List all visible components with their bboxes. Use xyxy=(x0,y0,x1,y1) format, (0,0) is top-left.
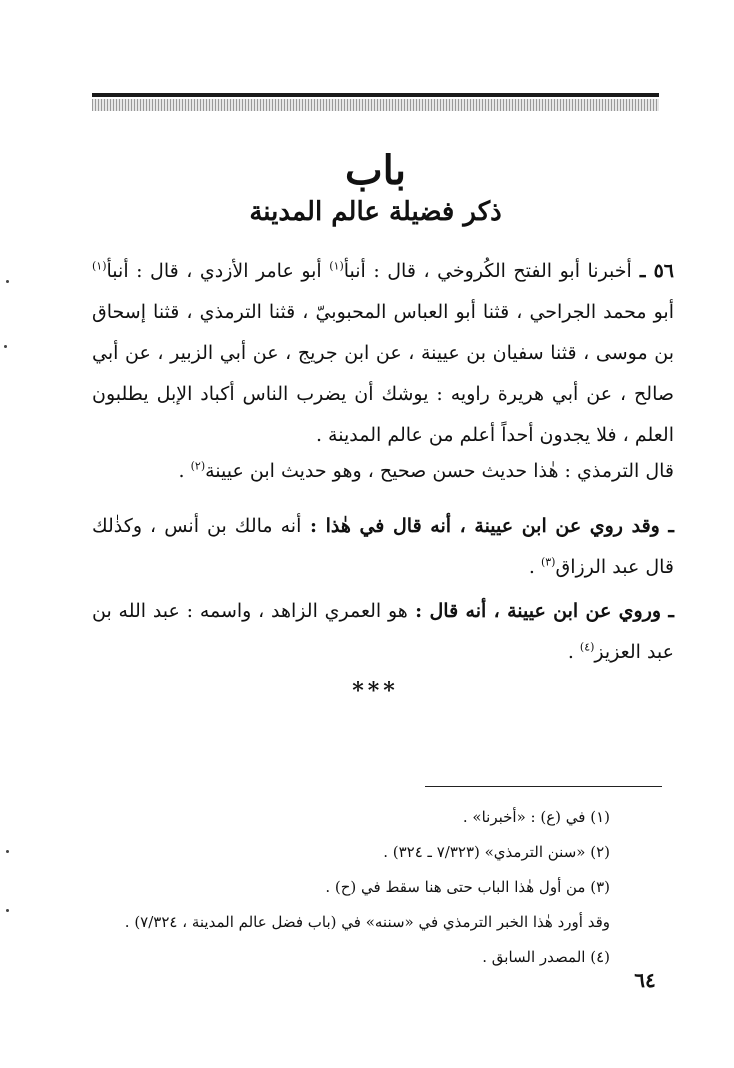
tirmidhi-paragraph xyxy=(92,451,674,492)
section-separator-stars: *** xyxy=(352,678,399,704)
hadith-paragraph xyxy=(92,251,674,456)
footnote-ref-1a: (١) xyxy=(329,259,344,273)
header-rule-hatched-band xyxy=(92,99,659,111)
scan-margin-mark xyxy=(6,850,9,853)
ibn-uyayna-1-rest: أنه مالك بن أنس ، وكذٰلك قال عبد الرزاق xyxy=(92,515,674,578)
scan-margin-mark xyxy=(4,345,7,348)
ibn-uyayna-2-lead: ـ وروي عن ابن عيينة ، أنه قال : xyxy=(407,600,674,622)
header-rule-thick-line xyxy=(92,93,659,97)
footnote-item: (٢) «سنن الترمذي» (٧/٣٢٣ ـ ٣٢٤) . xyxy=(383,843,610,861)
ibn-uyayna-1-end: . xyxy=(528,556,541,578)
footnote-item: وقد أورد هٰذا الخبر الترمذي في «سننه» في (باب فضل عالم المدينة ، ٧/٣٢٤) . xyxy=(124,913,610,931)
hadith-number: ٥٦ xyxy=(653,260,674,282)
header-rule xyxy=(92,93,659,113)
footnote-ref-1b: (١) xyxy=(92,259,107,273)
footnote-ref-3: (٣) xyxy=(540,555,556,569)
scan-margin-mark xyxy=(6,909,9,912)
ibn-uyayna-2-end: . xyxy=(567,641,580,663)
chapter-title: باب xyxy=(345,147,406,194)
ibn-uyayna-2-rest: هو العمري الزاهد ، واسمه : عبد الله بن عبد العزيز xyxy=(92,600,674,663)
hadith-text-part1: أخبرنا أبو الفتح الكُروخي ، قال : أنبأ xyxy=(343,260,632,282)
footnote-rule xyxy=(425,786,662,787)
hadith-text-part3: أبو محمد الجراحي ، قثنا أبو العباس المحبوبيّ ، قثنا الترمذي ، قثنا إسحاق بن موسى ، قثنا سفيان بن عيينة ، عن ابن جريج ، عن أبي الزبير ، عن أبي صالح ، عن أبي هريرة راويه : يوشك أن يضرب الناس أكباد الإبل يطلبون العلم ، فلا يجدون أحداً أعلم من عالم المدينة . xyxy=(92,301,674,446)
hadith-text-part2: أبو عامر الأزدي ، قال : أنبأ xyxy=(106,260,330,282)
hadith-number-dash: ـ xyxy=(631,260,654,282)
footnote-item: (٣) من أول هٰذا الباب حتى هنا سقط في (ح) . xyxy=(325,878,610,896)
ibn-uyayna-paragraph-2 xyxy=(92,591,674,673)
scan-margin-mark xyxy=(6,280,9,283)
page-number: ٦٤ xyxy=(634,968,656,992)
footnote-ref-2: (٢) xyxy=(190,459,206,473)
footnote-item: (١) في (ع) : «أخبرنا» . xyxy=(462,808,610,826)
footnote-item: (٤) المصدر السابق . xyxy=(482,948,610,966)
chapter-subtitle: ذكر فضيلة عالم المدينة xyxy=(249,197,502,227)
footnote-ref-4: (٤) xyxy=(579,640,595,654)
footnotes xyxy=(100,800,610,975)
tirmidhi-end: . xyxy=(178,460,191,482)
ibn-uyayna-paragraph-1 xyxy=(92,506,674,588)
ibn-uyayna-1-lead: ـ وقد روي عن ابن عيينة ، أنه قال في هٰذا : xyxy=(301,515,674,537)
tirmidhi-text: قال الترمذي : هٰذا حديث حسن صحيح ، وهو حديث ابن عيينة xyxy=(205,460,674,482)
